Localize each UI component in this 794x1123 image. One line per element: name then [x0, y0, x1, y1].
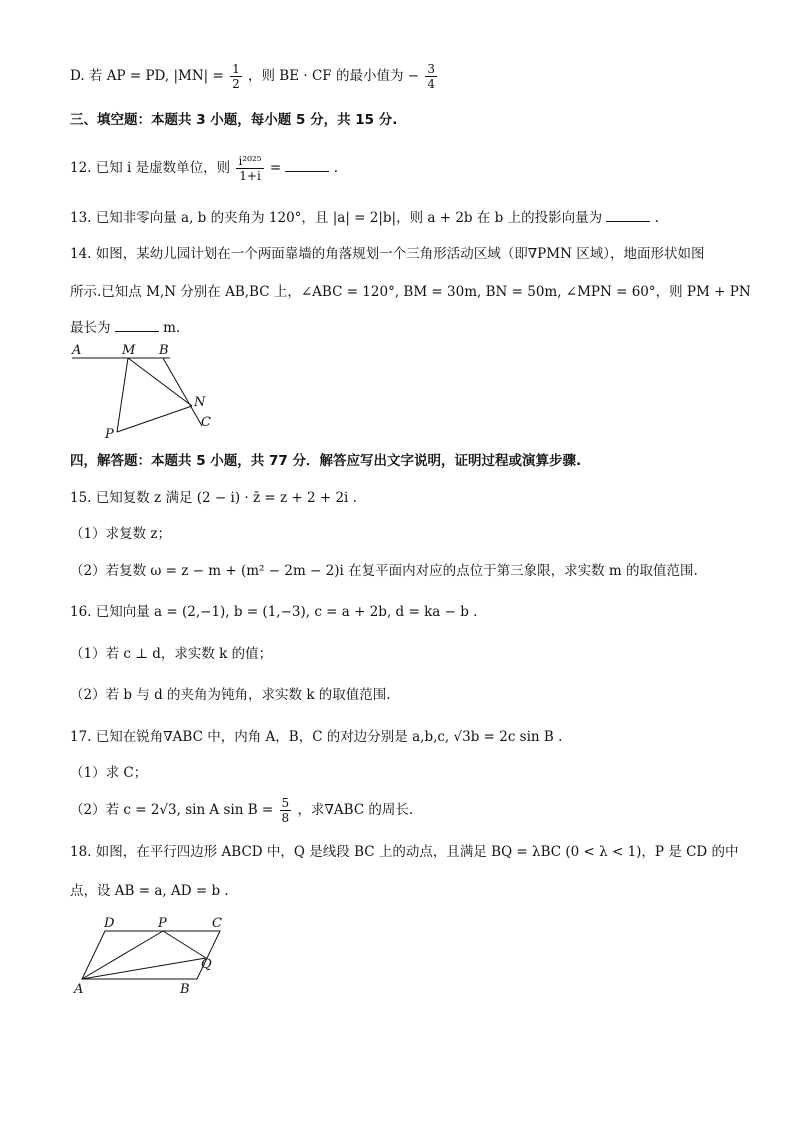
q14-unit: m. — [163, 320, 181, 336]
question-16: 16. 已知向量 a = (2,−1), b = (1,−3), c = a + 2b, d = ka − b . — [70, 604, 478, 620]
option-d-text: D. 若 AP = PD, |MN| = — [70, 68, 229, 84]
q12-text: 12. 已知 i 是虚数单位，则 — [70, 160, 231, 176]
label-a: A — [74, 982, 84, 996]
frac-den: 8 — [281, 811, 290, 825]
label-p: P — [158, 916, 167, 931]
wall-bc — [163, 358, 202, 426]
label-m: M — [122, 343, 136, 358]
section-4-heading: 四，解答题：本题共 5 小题，共 77 分．解答应写出文字说明，证明过程或演算步骤. — [70, 453, 582, 469]
side-mn — [128, 358, 192, 406]
q17-fraction — [280, 796, 292, 825]
frac-den: 4 — [427, 77, 435, 91]
frac-num: 3 — [427, 62, 435, 76]
side-pn — [117, 406, 192, 432]
label-q: Q — [201, 957, 212, 972]
q14-text: 最长为 — [70, 320, 111, 336]
question-18-line-1: 18. 如图，在平行四边形 ABCD 中，Q 是线段 BC 上的动点，且满足 BQ = λBC (0 < λ < 1)，P 是 CD 的中 — [70, 844, 739, 860]
question-16-part-2: （2）若 b 与 d 的夹角为钝角，求实数 k 的取值范围. — [70, 687, 391, 703]
figure-q14 — [66, 340, 226, 442]
q12-equals: = — [269, 160, 286, 176]
label-a: A — [72, 343, 82, 358]
q12-end: . — [333, 160, 339, 176]
answer-blank[interactable] — [115, 319, 159, 332]
question-12 — [70, 154, 338, 183]
question-18-line-2: 点，设 AB = a, AD = b . — [70, 883, 229, 899]
fraction-three-quarters — [425, 62, 437, 91]
label-d: D — [104, 916, 115, 931]
frac-den: 2 — [232, 77, 240, 91]
label-n: N — [194, 395, 206, 410]
label-b: B — [180, 982, 190, 996]
q12-fraction — [236, 154, 263, 183]
question-15-part-1: （1）求复数 z； — [70, 526, 171, 542]
question-17: 17. 已知在锐角∇ABC 中，内角 A，B，C 的对边分别是 a,b,c, √3b = 2c sin B . — [70, 729, 563, 745]
side-mp — [117, 358, 128, 432]
fraction-half — [230, 62, 242, 91]
question-16-part-1: （1）若 c ⊥ d，求实数 k 的值； — [70, 646, 273, 662]
frac-num: i²⁰²⁵ — [238, 154, 262, 168]
figure-q18 — [66, 914, 236, 996]
question-13 — [70, 208, 659, 228]
question-15: 15. 已知复数 z 满足 (2 − i) · z̄ = z + 2 + 2i . — [70, 490, 357, 506]
question-14-line-1: 14. 如图，某幼儿园计划在一个两面靠墙的角落规划一个三角形活动区域（即∇PMN 区域），地面形状如图 — [70, 246, 705, 262]
q17-text-2: ，求∇ABC 的周长. — [297, 802, 414, 818]
frac-num: 5 — [281, 796, 290, 810]
label-b: B — [159, 343, 169, 358]
answer-blank[interactable] — [606, 209, 650, 222]
question-14-line-3 — [70, 318, 180, 338]
section-3-heading: 三、填空题：本题共 3 小题，每小题 5 分，共 15 分. — [70, 112, 398, 128]
q17-text: （2）若 c = 2√3, sin A sin B = — [70, 802, 278, 818]
label-p: P — [105, 427, 114, 442]
question-17-part-2 — [70, 796, 413, 825]
option-d-line — [70, 62, 439, 91]
question-14-line-2: 所示.已知点 M,N 分别在 AB,BC 上，∠ABC = 120°, BM = 30m, BN = 50m, ∠MPN = 60°，则 PM + PN — [70, 284, 751, 300]
label-c: C — [201, 415, 211, 430]
question-17-part-1: （1）求 C； — [70, 765, 148, 781]
question-15-part-2: （2）若复数 ω = z − m + (m² − 2m − 2)i 在复平面内对应的点位于第三象限，求实数 m 的取值范围. — [70, 563, 698, 579]
frac-num: 1 — [232, 62, 240, 76]
q13-end: . — [654, 210, 659, 226]
segment-pq — [163, 931, 206, 958]
option-d-text-2: ，则 BE · CF 的最小值为 − — [248, 68, 420, 84]
q13-text: 13. 已知非零向量 a, b 的夹角为 120°，且 |a| = 2|b|，则 a + 2b 在 b 上的投影向量为 — [70, 210, 603, 226]
label-c: C — [212, 916, 222, 931]
answer-blank[interactable] — [285, 159, 329, 172]
frac-den: 1+i — [239, 169, 261, 183]
